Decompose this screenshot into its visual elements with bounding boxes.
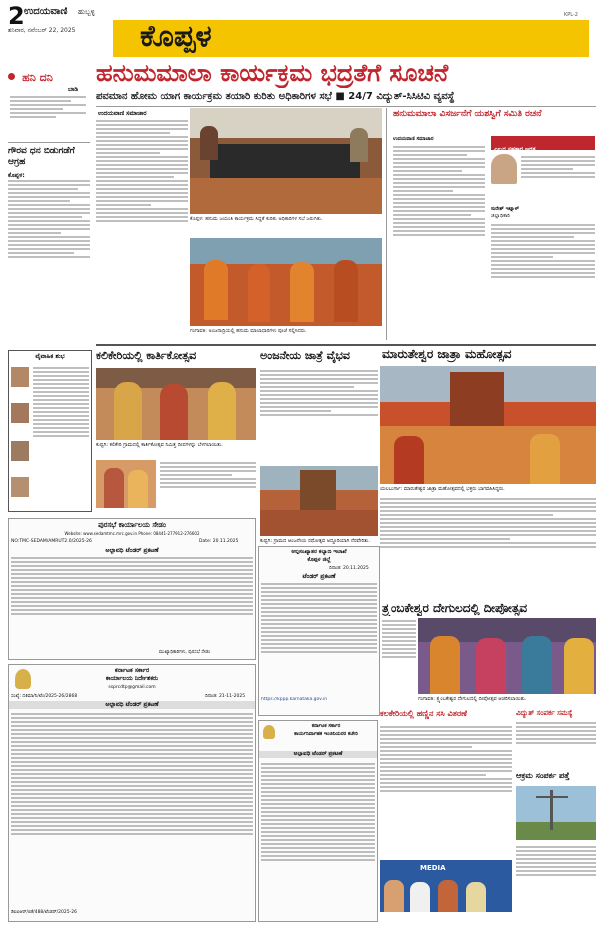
lead-photo1-caption: ಕೊಪ್ಪಳ: ಹನುಮ ಜಯಂತಿ ಕಾರ್ಯಕ್ರಮ ಸಿದ್ಧತೆ ಕುರಿತು ಅಧಿಕಾರಿಗಳ ಸಭೆ ಜರುಗಿತು. xyxy=(190,216,323,222)
anjaneya-photo xyxy=(260,466,378,536)
kalikeri-headline: ಕಲಿಕೇರಿಯಲ್ಲಿ ಕಾರ್ತಿಕೋತ್ಸವ xyxy=(96,349,197,362)
notice-heading: ಟೆಂಡರ್ ಪ್ರಕಟಣೆ xyxy=(302,573,336,580)
anjaneya-headline: ಅಂಜನೇಯ ಜಾತ್ರೆ ವೈಭವ xyxy=(260,349,350,362)
tender2-no: ಸಂಖ್ಯೆ: ದಕಿಮಾ/ನಿ/ಟೆಂ/2025-26/2868 xyxy=(11,694,78,699)
right-bottom-body xyxy=(516,844,596,912)
kalikeri-photo-2 xyxy=(96,460,156,508)
quote-role: ಜಿಲ್ಲಾಧಿಕಾರಿ xyxy=(491,213,510,219)
quote-banner xyxy=(491,136,595,153)
kalikeri-caption: ಕುಷ್ಟಗಿ: ಕಲಿಕೇರಿ ಗ್ರಾಮದಲ್ಲಿ ಕಾರ್ತಿಕೋತ್ಸವ ನಿಮಿತ್ತ ದೀಪಗಳನ್ನು ಬೆಳಗಲಾಯಿತು. xyxy=(96,442,223,448)
paper-edition: ಹುಬ್ಬಳ್ಳಿ xyxy=(78,8,95,16)
media-banner: MEDIA xyxy=(420,864,446,872)
power-line-photo xyxy=(516,786,596,840)
tender3-gov: ಕರ್ನಾಟಕ ಸರ್ಕಾರ xyxy=(311,723,341,729)
lead-body-col1 xyxy=(96,118,188,340)
divider xyxy=(96,106,596,107)
notice-body xyxy=(261,581,377,693)
divider xyxy=(8,142,90,143)
tender-sedam xyxy=(8,518,256,660)
story-body xyxy=(8,178,90,344)
ads-title: ವೈವಾಹಿಕ ಶುಭ xyxy=(35,353,65,360)
hani-dani-text xyxy=(10,94,86,140)
tender2-date: ದಿನಾಂಕ: 21-11-2025 xyxy=(205,694,246,699)
notice-place: ಕೊಪ್ಪಳ ಜಿಲ್ಲೆ xyxy=(307,557,331,563)
tender2-body xyxy=(11,711,253,907)
tender3-office: ಕಾರ್ಯನಿರ್ವಾಹಕ ಇಂಜಿನಿಯರರ ಕಚೇರಿ xyxy=(294,731,358,737)
minority-notice xyxy=(258,546,380,716)
lead-headline: ಹನುಮಮಾಲಾ ಕಾರ್ಯಕ್ರಮ ಭದ್ರತೆಗೆ ಸೂಚನೆ xyxy=(96,59,449,87)
tender2-gov: ಕರ್ನಾಟಕ ಸರ್ಕಾರ xyxy=(114,667,150,674)
tender2-email: ssprcdtp@gmail.com xyxy=(108,685,156,690)
story-title: ಗೌರವ ಧನ ಬಿಡುಗಡೆಗೆ ಆಗ್ರಹ xyxy=(8,146,75,167)
right-box-body-2 xyxy=(491,222,595,340)
story-lead: ಕೊಪ್ಪಳ: xyxy=(8,172,25,179)
badge-dot-icon xyxy=(8,73,15,80)
page-number: 2 xyxy=(8,2,25,30)
tender1-date: Date: 20.11.2025 xyxy=(199,539,239,544)
tender2-footer: ಡಿಐಪಿಆರ್/ಬಿಕೆ/488/ಟೆಂಡರ್/2025-26 xyxy=(11,910,77,915)
quote-name: ಸುರೇಶ್ ಇಟ್ನಾಳ್ xyxy=(491,206,519,212)
trayambakeshwara-caption: ಗಂಗಾವತಿ: ತ್ರ್ಯಂಬಕೇಶ್ವರ ದೇಗುಲದಲ್ಲಿ ದೀಪೋತ್ಸವ ಆಚರಿಸಲಾಯಿತು. xyxy=(418,696,527,702)
ceremony-body xyxy=(380,724,512,856)
tender2-office: ಕಾರ್ಯಾಲಯ ನಿರ್ದೇಶಕರು xyxy=(105,675,159,682)
tender1-heading: ಅಲ್ಪಾವಧಿ ಟೆಂಡರ್ ಪ್ರಕಟಣೆ xyxy=(105,547,159,554)
tender-director xyxy=(8,664,256,922)
fact-body xyxy=(516,720,596,768)
right-bottom-headline: ಆಕ್ರಮ ಸಂಪರ್ಕ ಪತ್ತೆ xyxy=(516,771,570,780)
right-box-title: ಹನುಮಮಾಲಾ ವಿಸರ್ಜನೆಗೆ ಯಶಸ್ವಿಗೆ ಸಮಿತಿ ರಚನೆ xyxy=(393,109,542,119)
trayambakeshwara-photo xyxy=(418,618,596,694)
tender1-no: NO:TMC-SEDAM/AMRUT2.0/2025-26 xyxy=(11,539,92,544)
corner-code: KPL-2 xyxy=(564,12,578,18)
ceremony-headline: ಕಲಕೇರಿಯಲ್ಲಿ ಹಣ್ಣಿನ ಸಸಿ ವಿತರಣೆ xyxy=(380,709,467,718)
lead-byline: ಉದಯವಾಣಿ ಸಮಾಚಾರ xyxy=(98,110,147,117)
tender2-heading: ಅಲ್ಪಾವಧಿ ಟೆಂಡರ್ ಪ್ರಕಟಣೆ xyxy=(9,701,255,709)
kalikeri-body xyxy=(160,460,256,510)
maruteshwara-headline: ಮಾರುತೇಶ್ವರ ಜಾತ್ರಾ ಮಹೋತ್ಸವ xyxy=(382,347,512,361)
maruteshwara-photo xyxy=(380,366,596,484)
badge-title: ಹನಿ ದನಿ xyxy=(22,71,53,84)
right-box-byline: ಉದಯವಾಣಿ ಸಮಾಚಾರ xyxy=(393,136,434,142)
emblem-icon xyxy=(263,725,275,739)
trayambakeshwara-headline: ತ್ರ್ಯಂಬಕೇಶ್ವರ ದೇಗುಲದಲ್ಲಿ ದೀಪೋತ್ಸವ xyxy=(382,601,528,615)
paper-name: ಉದಯವಾಣಿ xyxy=(24,6,68,17)
lead-subhead: ಪವಮಾನ ಹೋಮ ಯಾಗ ಕಾರ್ಯಕ್ರಮ ತಯಾರಿ ಕುರಿತು ಅಧಿಕಾರಿಗಳ ಸಭೆ ■ 24/7 ವಿದ್ಯುತ್-ಸಿಸಿಟಿವಿ ವ್ಯವಸ್ಥೆ xyxy=(96,91,455,102)
tender3-heading: ಅಲ್ಪಾವಧಿ ಟೆಂಡರ್ ಪ್ರಕಟಣೆ xyxy=(259,751,377,758)
notice-org: ಅಲ್ಪಸಂಖ್ಯಾತರ ಕಲ್ಯಾಣ ಇಲಾಖೆ xyxy=(291,549,347,555)
trayambakeshwara-body xyxy=(382,618,416,698)
issue-date: ಶನಿವಾರ, ನವೆಂಬರ್ 22, 2025 xyxy=(8,27,76,34)
badge-tag: ಬಾಡಿ xyxy=(68,86,78,93)
notice-url[interactable]: https://kppp.karnataka.gov.in xyxy=(261,697,328,702)
lead-photo-devotees xyxy=(190,238,382,326)
notice-date: ದಿನಾಂಕ: 20.11.2025 xyxy=(329,566,369,571)
maruteshwara-body xyxy=(380,496,596,602)
tender1-footer: ಮುಖ್ಯಾಧಿಕಾರಿಗಳು, ಪುರಸಭೆ ಸೇಡಂ xyxy=(159,650,211,655)
matrimonial-ads xyxy=(8,350,92,512)
quote-title: ಎಲ್ಲರ ಸಹಕಾರ ಅಗತ್ಯ xyxy=(494,146,537,153)
quote-text xyxy=(521,154,595,202)
fact-headline: ವಿದ್ಯುತ್ ಸಂಪರ್ಕ ಸಮಸ್ಯೆ xyxy=(516,709,573,717)
anjaneya-body xyxy=(260,368,378,464)
lead-photo2-caption: ಗಂಗಾವತಿ: ಅಂಜನಾದ್ರಿಯಲ್ಲಿ ಹನುಮ ಮಾಲಾಧಾರಿಗಳು ಪೂಜೆ ಸಲ್ಲಿಸಿದರು. xyxy=(190,328,307,334)
right-box xyxy=(386,108,597,340)
tender1-body xyxy=(11,555,253,649)
media-photo xyxy=(380,860,512,912)
anjaneya-caption: ಕುಷ್ಟಗಿ: ಗ್ರಾಮದ ಆಂಜನೇಯ ರಥೋತ್ಸವ ಅದ್ದೂರಿಯಾಗಿ ನೆರವೇರಿತು. xyxy=(260,538,370,544)
maruteshwara-caption: ಯಲಬುರ್ಗಾ: ಮಾರುತೇಶ್ವರ ಜಾತ್ರಾ ಮಹೋತ್ಸವದಲ್ಲಿ ಭಕ್ತರು ಭಾಗವಹಿಸಿದ್ದರು. xyxy=(380,486,505,492)
hani-dani-badge xyxy=(8,66,84,82)
right-box-body xyxy=(393,144,485,340)
tender1-office: ಪುರಸಭೆ ಕಾರ್ಯಾಲಯ ಸೇಡಂ xyxy=(98,521,166,529)
tender-ee-office xyxy=(258,720,378,922)
quote-portrait xyxy=(491,154,517,184)
masthead xyxy=(0,0,600,60)
tender3-body xyxy=(261,761,375,917)
lead-photo-meeting xyxy=(190,108,382,214)
district-title: ಕೊಪ್ಪಳ xyxy=(140,19,212,54)
tender1-website: Website: www.sedamtmc.mrc.gov.in Phone: 08441-277912-276602 xyxy=(64,531,200,536)
left-column xyxy=(8,62,90,344)
ads-photos xyxy=(11,363,89,509)
kalikeri-photo xyxy=(96,368,256,440)
